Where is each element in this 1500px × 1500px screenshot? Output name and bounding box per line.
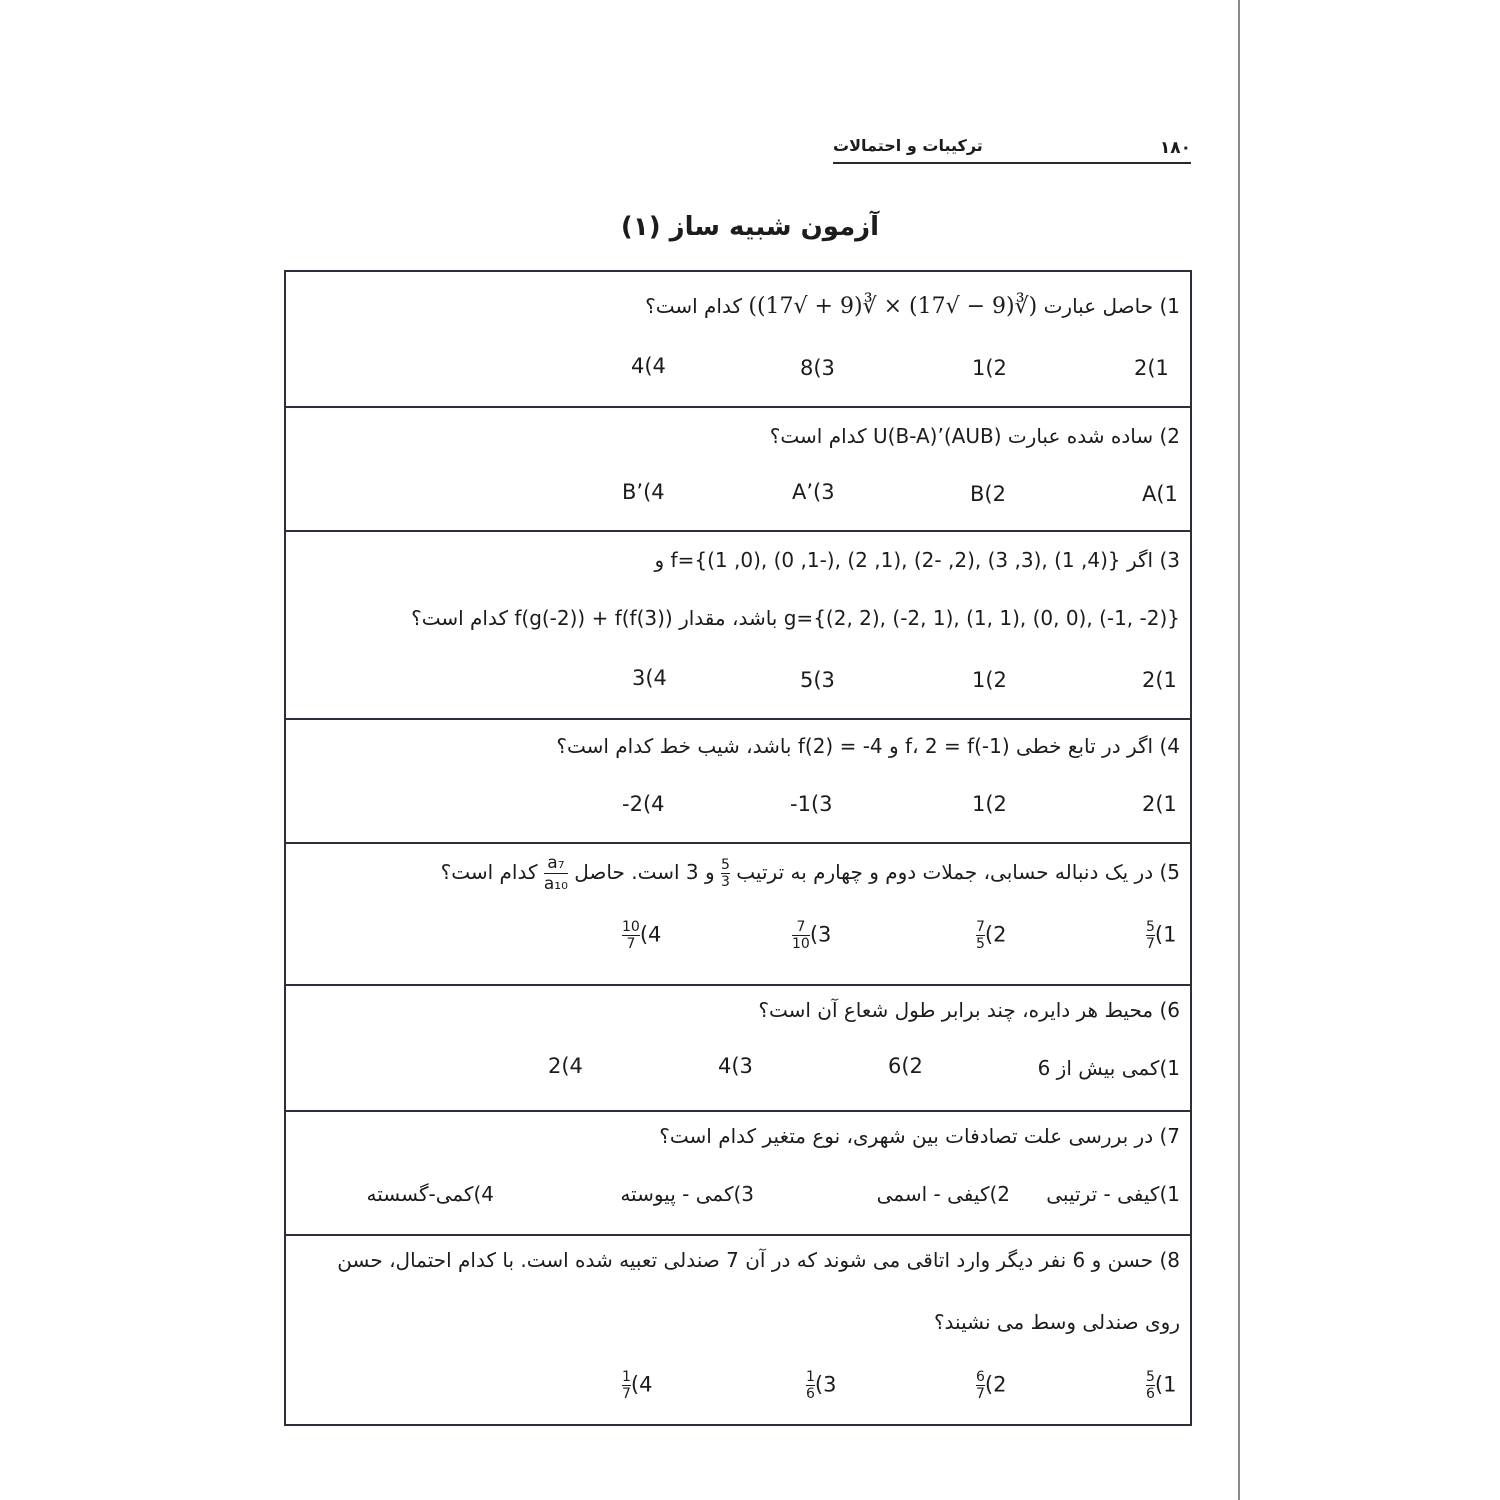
question-stem: 2) ساده شده عبارت (AUB)’U(B-A) کدام است؟ [769,424,1180,448]
question-stem-line-1: 3) اگر {(4, 1) ,(3, 3) ,(2, -2) ,(1, 2) ,(-1, 0) ,(0, 1)}=f و [654,548,1180,572]
question-stem-line-2: g={(2, 2), (-2, 1), (1, 1), (0, 0), (-1, -2)} باشد، مقدار f(g(-2)) + f(f(3)) کدام است؟ [411,606,1180,630]
option-1[interactable]: A(1 [1142,482,1178,506]
question-stem: 6) محیط هر دایره، چند برابر طول شعاع آن است؟ [758,998,1180,1022]
option-3[interactable]: $\frac{7}{10}$ (3 [792,919,832,952]
option-1[interactable]: 2(1 [1134,356,1169,380]
option-3[interactable]: -1(3 [790,792,833,816]
question-box [284,270,1192,1426]
option-4[interactable]: 4)کمی-گسسته [366,1182,494,1206]
option-2[interactable]: $\frac{6}{7}$ (2 [976,1369,1007,1402]
option-1[interactable]: 1)کمی بیش از 6 [1037,1056,1180,1080]
question-5 [286,842,1190,986]
question-2 [286,406,1190,532]
question-stem-line-1: 8) حسن و 6 نفر دیگر وارد اتاقی می شوند که در آن 7 صندلی تعبیه شده است. با کدام احتمال، حسن [337,1248,1180,1272]
option-1[interactable]: $\frac{5}{6}$ (1 [1146,1369,1177,1402]
fraction: $\frac{5}{3}$ [721,857,730,890]
option-4[interactable]: 3(4 [632,666,667,690]
option-1[interactable]: 1)کیفی - ترتیبی [1046,1182,1180,1206]
option-2[interactable]: 1(2 [972,792,1007,816]
option-2[interactable]: $\frac{7}{5}$ (2 [976,919,1007,952]
page-edge-line [1238,0,1240,1500]
option-2[interactable]: 1(2 [972,356,1007,380]
option-3[interactable]: A’(3 [792,480,835,504]
option-2[interactable]: B(2 [970,482,1006,506]
option-3[interactable]: 8(3 [800,356,835,380]
question-8 [286,1234,1190,1424]
question-stem: 5) در یک دنباله حسابی، جملات دوم و چهارم به ترتیب $\frac{5}{3}$ و 3 است. حاصل $\frac{\text{a₇}}{\text{a₁₀}}$ کدام است؟ [440,853,1180,894]
question-stem: 1) حاصل عبارت (∛(9 − √17) × ∛(9 + √17)) کدام است؟ [645,294,1180,319]
option-4[interactable]: B’(4 [622,480,665,504]
option-2[interactable]: 1(2 [972,668,1007,692]
option-4[interactable]: $\frac{10}{7}$ (4 [622,919,662,952]
option-1[interactable]: 2(1 [1142,668,1177,692]
math-expression: (∛(9 − √17) × ∛(9 + √17)) [748,294,1038,319]
option-2[interactable]: 2)کیفی - اسمی [876,1182,1010,1206]
question-7 [286,1110,1190,1236]
chapter-title: ترکیبات و احتمالات [833,136,983,155]
question-3 [286,530,1190,720]
page-number: ۱۸۰ [1159,138,1191,158]
header-rule [833,162,1191,164]
option-4[interactable]: -2(4 [622,792,665,816]
option-1[interactable]: 2(1 [1142,792,1177,816]
question-6 [286,984,1190,1112]
option-3[interactable]: 5(3 [800,668,835,692]
option-3[interactable]: 3)کمی - پیوسته [620,1182,754,1206]
running-header [833,136,1191,166]
option-3[interactable]: $\frac{1}{6}$ (3 [806,1369,837,1402]
fraction: $\frac{\text{a₇}}{\text{a₁₀}}$ [543,853,568,894]
option-3[interactable]: 4(3 [718,1054,753,1078]
option-4[interactable]: 4(4 [631,354,666,378]
question-1 [286,272,1190,408]
question-stem-line-2: روی صندلی وسط می نشیند؟ [933,1310,1180,1334]
question-stem: 4) اگر در تابع خطی f، 2 = f(-1) و 4- = f(2) باشد، شیب خط کدام است؟ [556,734,1180,758]
option-2[interactable]: 6(2 [888,1054,923,1078]
option-1[interactable]: $\frac{5}{7}$ (1 [1146,919,1177,952]
question-stem: 7) در بررسی علت تصادفات بین شهری، نوع متغیر کدام است؟ [659,1124,1180,1148]
exam-title: آزمون شبیه ساز (۱) [620,212,880,242]
question-4 [286,718,1190,844]
option-4[interactable]: $\frac{1}{7}$ (4 [622,1369,653,1402]
option-4[interactable]: 2(4 [548,1054,583,1078]
